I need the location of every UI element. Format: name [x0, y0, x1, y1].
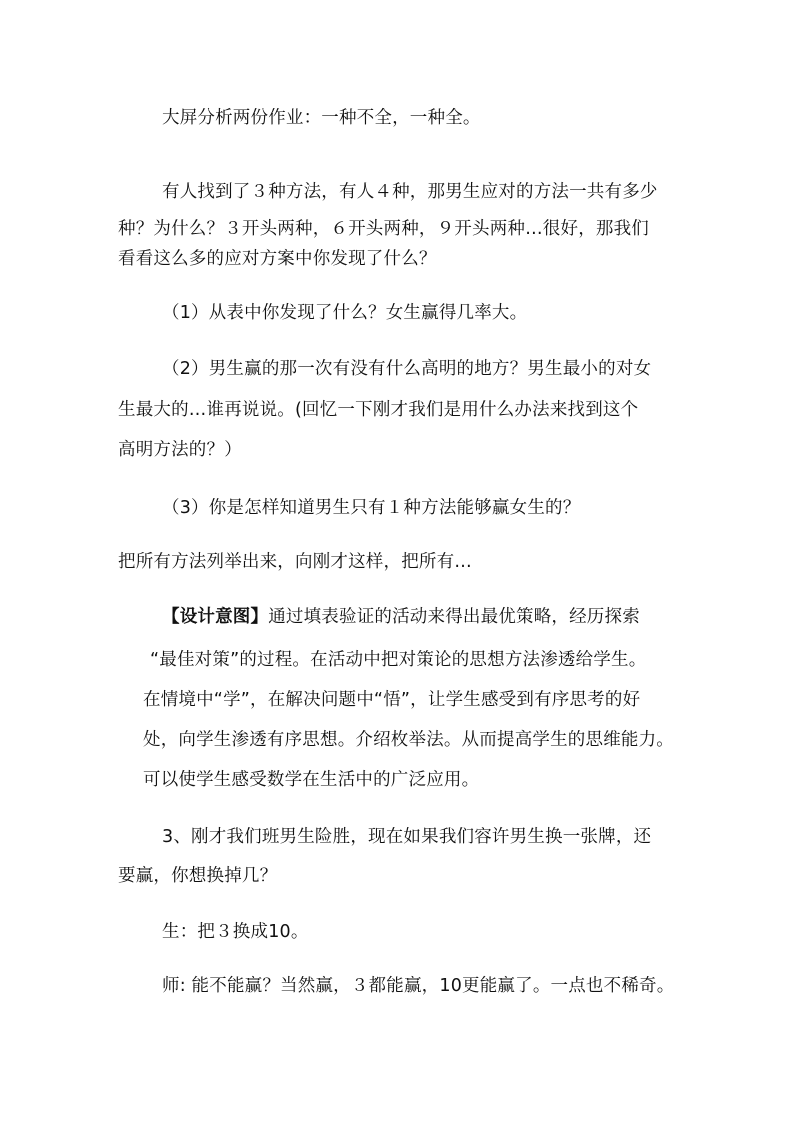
paragraph-8-line-2: 要赢，你想换掉几？	[118, 866, 278, 886]
paragraph-2-line-2: 种？为什么？３开头两种，６开头两种，９开头两种…很好，那我们	[118, 219, 649, 239]
paragraph-2-line-3: 看看这么多的应对方案中你发现了什么？	[118, 249, 437, 269]
design-intent-text: 通过填表验证的活动来得出最优策略，经历探索	[268, 607, 640, 627]
paragraph-9-line-1: 生：把３换成10。	[162, 922, 309, 942]
paragraph-1-line-1: 大屏分析两份作业：一种不全，一种全。	[162, 108, 481, 128]
design-intent-line-5: 可以使学生感受数学在生活中的广泛应用。	[143, 770, 480, 790]
design-intent-line-1	[162, 605, 640, 629]
paragraph-4-line-2: 生最大的…谁再说说。(回忆一下刚才我们是用什么办法来找到这个	[118, 400, 639, 420]
design-intent-line-2: “最佳对策”的过程。在活动中把对策论的思想方法渗透给学生。	[150, 650, 647, 670]
paragraph-3-line-1: （1）从表中你发现了什么？女生赢得几率大。	[162, 303, 528, 323]
paragraph-4-line-3: 高明方法的？）	[118, 440, 242, 460]
paragraph-4-line-1: （2）男生赢的那一次有没有什么高明的地方？男生最小的对女	[162, 359, 652, 379]
paragraph-2-line-1: 有人找到了３种方法，有人４种，那男生应对的方法一共有多少	[162, 182, 658, 202]
paragraph-5-line-1: （3）你是怎样知道男生只有１种方法能够赢女生的？	[162, 498, 581, 518]
paragraph-10-line-1: 师: 能不能赢？当然赢，３都能赢，10更能赢了。一点也不稀奇。	[162, 976, 675, 996]
paragraph-6-line-1: 把所有方法列举出来，向刚才这样，把所有…	[118, 552, 472, 572]
design-intent-line-4: 处，向学生渗透有序思想。介绍枚举法。从而提高学生的思维能力。	[143, 730, 674, 750]
paragraph-8-line-1: 3、刚才我们班男生险胜，现在如果我们容许男生换一张牌，还	[162, 827, 652, 847]
design-intent-label: 【设计意图】	[162, 607, 269, 627]
design-intent-line-3: 在情境中“学”，在解决问题中“悟”，让学生感受到有序思考的好	[143, 690, 641, 710]
